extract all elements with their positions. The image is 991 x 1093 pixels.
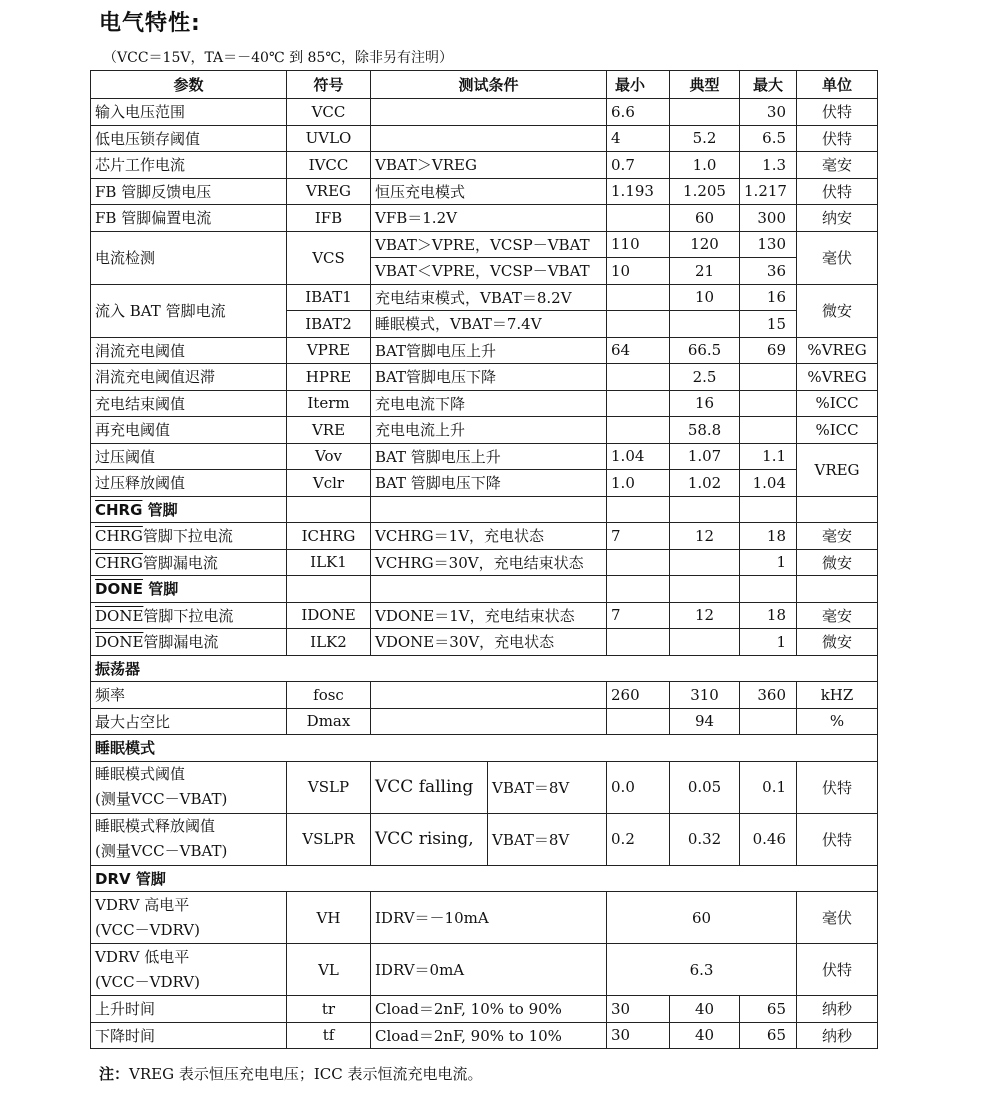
table-row: CHRG管脚下拉电流 ICHRG VCHRG＝1V，充电状态 7 12 18 毫安 [91,523,878,550]
table-row: VDRV 高电平 (VCC－VDRV) VH IDRV＝－10mA 60 毫伏 [91,892,878,944]
table-row: FB 管脚反馈电压 VREG 恒压充电模式 1.193 1.205 1.217 伏特 [91,178,878,205]
header-min: 最小 [607,71,670,99]
table-row: 流入 BAT 管脚电流 IBAT1 充电结束模式，VBAT＝8.2V 10 16 微安 [91,284,878,311]
table-row: 再充电阈值 VRE 充电电流上升 58.8 %ICC [91,417,878,444]
table-row: 输入电压范围 VCC 6.6 30 伏特 [91,99,878,126]
table-row: 充电结束阈值 Iterm 充电电流下降 16 %ICC [91,390,878,417]
page-title: 电气特性: [99,11,201,36]
section-row-oscillator: 振荡器 [91,655,878,682]
table-row: 下降时间 tf Cload＝2nF, 90% to 10% 30 40 65 纳秒 [91,1022,878,1049]
header-max: 最大 [740,71,797,99]
header-symbol: 符号 [287,71,371,99]
table-row: 过压释放阈值 Vclr BAT 管脚电压下降 1.0 1.02 1.04 [91,470,878,497]
header-unit: 单位 [797,71,878,99]
table-row: CHRG管脚漏电流 ILK1 VCHRG＝30V，充电结束状态 1 微安 [91,549,878,576]
table-row: 睡眠模式释放阈值 (测量VCC－VBAT) VSLPR VCC rising, VBAT＝8V 0.2 0.32 0.46 伏特 [91,813,878,865]
table-row: 最大占空比 Dmax 94 % [91,708,878,735]
footnote: 注：VREG 表示恒压充电电压；ICC 表示恒流充电电流。 [99,1065,483,1083]
table-row: 频率 fosc 260 310 360 kHZ [91,682,878,709]
table-row: 睡眠模式阈值 (测量VCC－VBAT) VSLP VCC falling VBAT＝8V 0.0 0.05 0.1 伏特 [91,761,878,813]
section-row-sleep: 睡眠模式 [91,735,878,762]
header-condition: 测试条件 [371,71,607,99]
table-row: VDRV 低电平 (VCC－VDRV) VL IDRV＝0mA 6.3 伏特 [91,944,878,996]
table-row: 涓流充电阈值 VPRE BAT管脚电压上升 64 66.5 69 %VREG [91,337,878,364]
table-row: 电流检测 VCS VBAT＞VPRE，VCSP－VBAT 110 120 130 毫伏 [91,231,878,258]
electrical-characteristics-table [90,70,878,1049]
table-row: 上升时间 tr Cload＝2nF, 10% to 90% 30 40 65 纳秒 [91,996,878,1023]
table-row: DONE管脚漏电流 ILK2 VDONE＝30V，充电状态 1 微安 [91,629,878,656]
header-param: 参数 [91,71,287,99]
section-row-done: DONE 管脚 [91,576,878,603]
header-typ: 典型 [670,71,740,99]
table-header-row [91,71,878,99]
table-row: DONE管脚下拉电流 IDONE VDONE＝1V，充电结束状态 7 12 18 毫安 [91,602,878,629]
table-row: 芯片工作电流 IVCC VBAT＞VREG 0.7 1.0 1.3 毫安 [91,152,878,179]
section-row-drv: DRV 管脚 [91,865,878,892]
table-row: 低电压锁存阈值 UVLO 4 5.2 6.5 伏特 [91,125,878,152]
table-row: VBAT＜VPRE，VCSP－VBAT 10 21 36 [91,258,878,285]
table-row: FB 管脚偏置电流 IFB VFB＝1.2V 60 300 纳安 [91,205,878,232]
table-row: IBAT2 睡眠模式，VBAT＝7.4V 15 [91,311,878,338]
table-row: 涓流充电阈值迟滞 HPRE BAT管脚电压下降 2.5 %VREG [91,364,878,391]
section-row-chrg: CHRG 管脚 [91,496,878,523]
table-row: 过压阈值 Vov BAT 管脚电压上升 1.04 1.07 1.1 VREG [91,443,878,470]
test-conditions: （VCC＝15V，TA＝－40℃ 到 85℃，除非另有注明） [103,50,453,66]
